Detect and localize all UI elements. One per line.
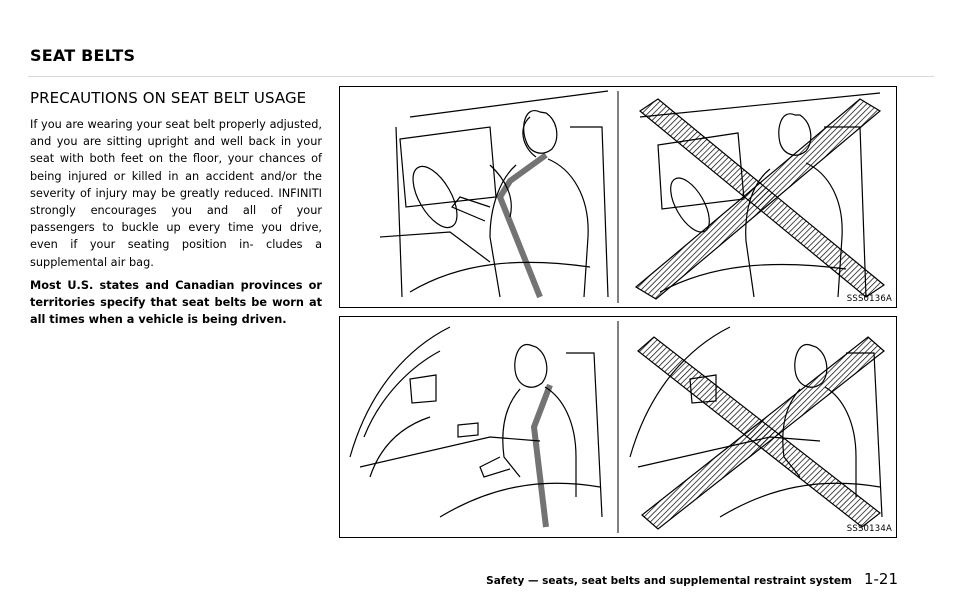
correct-shoulder-belt-path: [534, 385, 550, 527]
prohibited-cross-mark-1: [636, 99, 884, 299]
footer-chapter-title: Safety — seats, seat belts and supplemental restraint system: [486, 575, 852, 587]
section-title: SEAT BELTS: [30, 46, 136, 65]
paragraph-seat-belt-precautions: If you are wearing your seat belt properly adjusted, and you are sitting upright and well back in your seat with both feet on the floor, your chances of being injured or killed in an accident and/or the severity of injury may be greatly reduced. INFINITI strongly encourages you and all of your passengers to buckle up every time you drive, even if your seating position in- cludes a supplemental air bag.: [30, 118, 322, 269]
driver-seatbelt-illustration: [340, 87, 896, 307]
header-divider: [28, 76, 934, 77]
driver-correct-posture-drawing: [380, 91, 608, 297]
passenger-seatbelt-illustration: [340, 317, 896, 537]
figure-code: SSS0134A: [846, 524, 892, 534]
passenger-correct-posture-drawing: [350, 327, 602, 517]
article-column: [30, 89, 322, 334]
article-heading: PRECAUTIONS ON SEAT BELT USAGE: [30, 89, 307, 107]
paragraph-legal-requirement: Most U.S. states and Canadian provinces or territories specify that seat belts be worn at all times when a vehicle is being driven.: [30, 278, 322, 327]
page-footer: [486, 570, 898, 588]
figure-driver-belt-usage: [339, 86, 897, 308]
prohibited-cross-mark-2: [638, 337, 884, 529]
figure-passenger-belt-usage: [339, 316, 897, 538]
figure-code: SSS0136A: [846, 294, 892, 304]
page-number: 1-21: [863, 570, 898, 588]
